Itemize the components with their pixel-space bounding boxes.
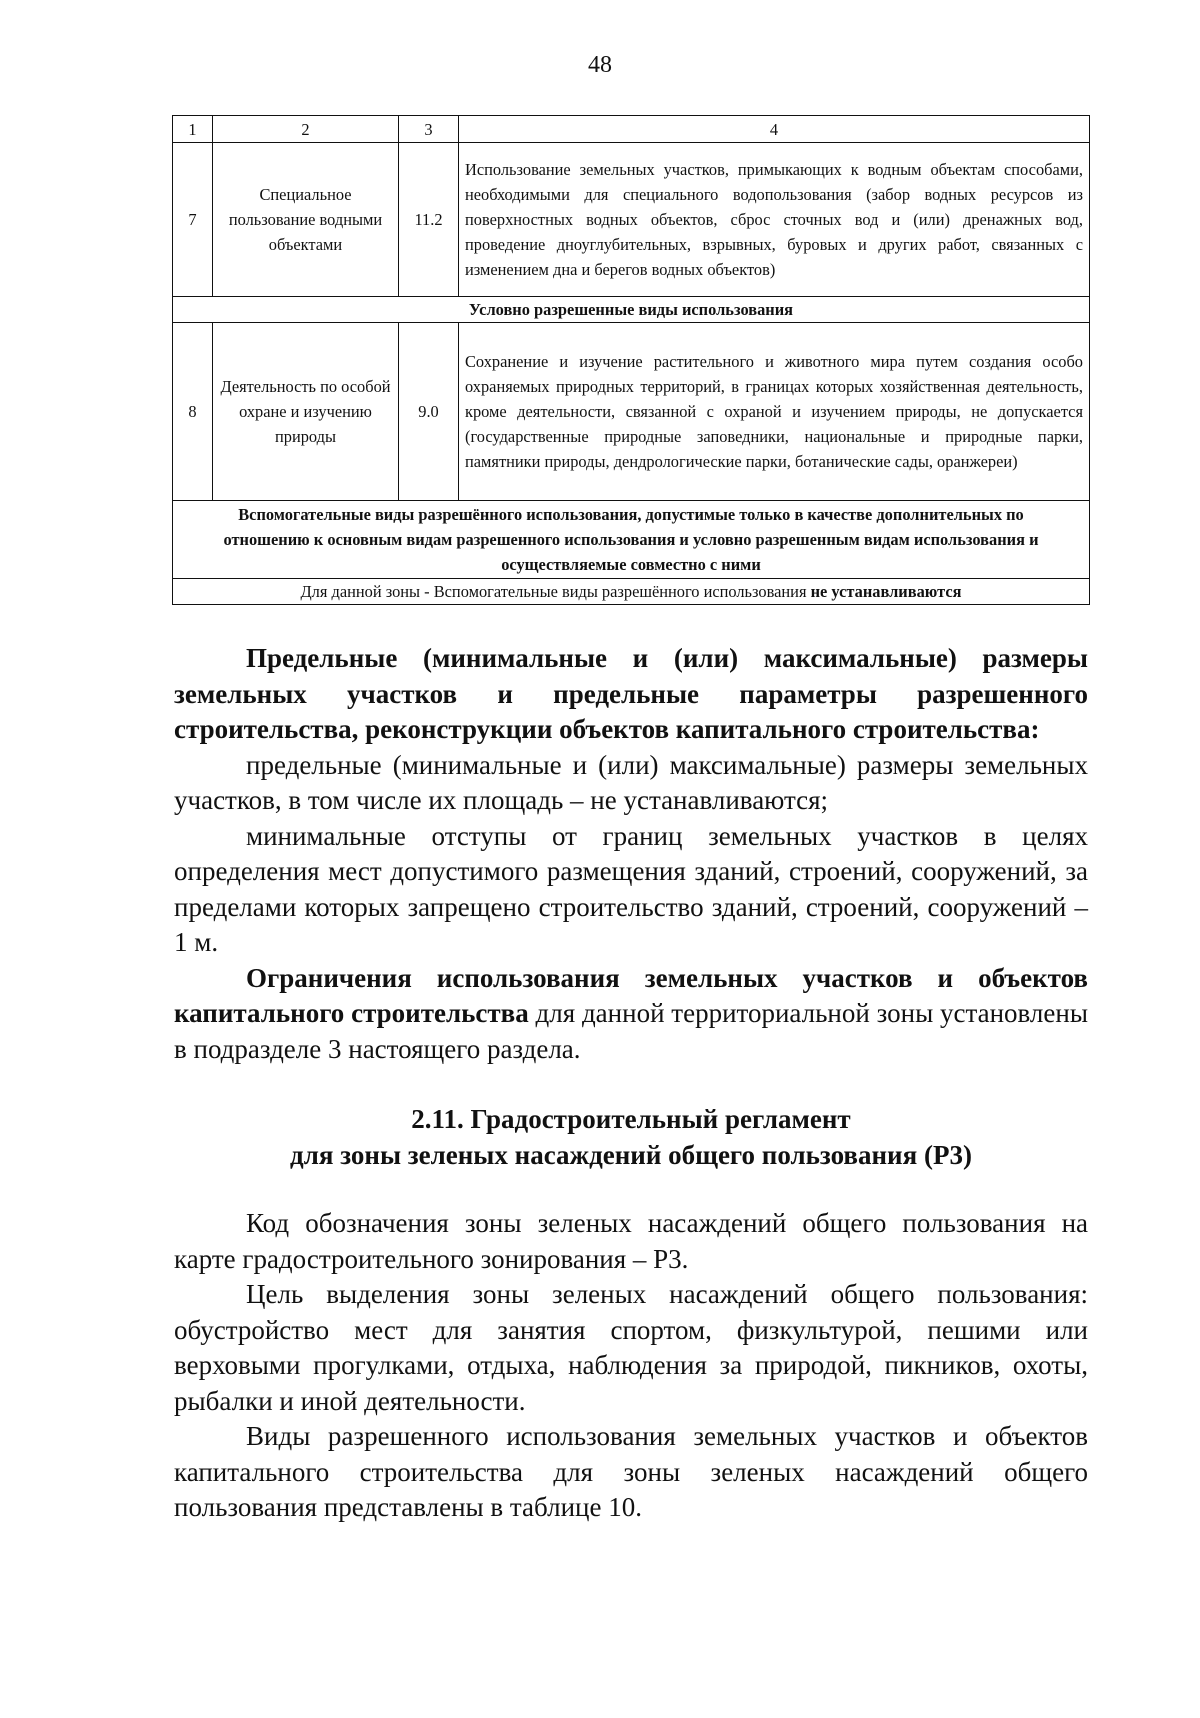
restrictions-bold: Ограничения использования земельных участков и объектов капитального строительства <box>174 962 1088 1028</box>
header-cell-2: 2 <box>213 116 399 143</box>
auxiliary-note-bold: не устанавливаются <box>810 582 962 601</box>
zone-types-paragraph: Виды разрешенного использования земельных участков и объектов капитального строительства для зоны зеленых насаждений общего пользования представлены в таблице 10. <box>174 1421 1088 1522</box>
section-title-line-2: для зоны зеленых насаждений общего пользования (Р3) <box>290 1140 972 1170</box>
limits-heading: Предельные (минимальные и (или) максимальные) размеры земельных участков и предельные параметры разрешенного строительства, реконструкции объектов капитального строительства: <box>174 643 1088 744</box>
auxiliary-uses-header: Вспомогательные виды разрешённого использования, допустимые только в качестве дополнительных по отношению к основным видам разрешенного использования и условно разрешенным видам использования и осуществляемые совместно с ними <box>173 501 1090 579</box>
conditional-uses-header-row <box>173 297 1090 323</box>
page-number: 48 <box>588 52 612 78</box>
row-number: 7 <box>173 143 213 297</box>
zone-code-paragraph: Код обозначения зоны зеленых насаждений общего пользования на карте градостроительного зонирования – Р3. <box>174 1208 1088 1274</box>
zone-description <box>174 1206 1088 1526</box>
header-cell-3: 3 <box>399 116 459 143</box>
use-type-code: 9.0 <box>399 323 459 501</box>
table-header-row <box>173 116 1090 143</box>
use-type-description: Сохранение и изучение растительного и животного мира путем создания особо охраняемых природных территорий, в границах которых хозяйственная деятельность, кроме деятельности, связанной с охраной и изучением природы, не допускается (государственные природные заповедники, национальные и природные парки, памятники природы, дендрологические парки, ботанические сады, оранжереи) <box>459 323 1090 501</box>
use-type-name: Деятельность по особой охране и изучению природы <box>213 323 399 501</box>
restrictions-rest: для данной территориальной зоны установлены в подразделе 3 настоящего раздела. <box>174 998 1088 1064</box>
limits-section <box>174 641 1088 1067</box>
row-number: 8 <box>173 323 213 501</box>
limits-paragraph-1: предельные (минимальные и (или) максимальные) размеры земельных участков, в том числе их площадь – не устанавливаются; <box>174 749 1088 815</box>
zone-goal-paragraph: Цель выделения зоны зеленых насаждений общего пользования: обустройство мест для занятия спортом, физкультурой, пешими или верховыми прогулками, отдыха, наблюдения за природой, пикников, охоты, рыбалки и иной деятельности. <box>174 1279 1088 1416</box>
auxiliary-uses-header-row <box>173 501 1090 579</box>
auxiliary-uses-note <box>173 579 1090 605</box>
use-type-name: Специальное пользование водными объектами <box>213 143 399 297</box>
table-row-7 <box>173 143 1090 297</box>
auxiliary-uses-note-row <box>173 579 1090 605</box>
conditional-uses-header: Условно разрешенные виды использования <box>173 297 1090 323</box>
restrictions-paragraph <box>174 961 1088 1068</box>
table-row-8 <box>173 323 1090 501</box>
auxiliary-note-text: Для данной зоны - Вспомогательные виды разрешённого использования <box>300 582 811 601</box>
section-title <box>174 1101 1088 1173</box>
header-cell-4: 4 <box>459 116 1090 143</box>
use-type-code: 11.2 <box>399 143 459 297</box>
section-title-line-1: 2.11. Градостроительный регламент <box>411 1104 851 1134</box>
use-type-description: Использование земельных участков, примыкающих к водным объектам способами, необходимыми для специального водопользования (забор водных ресурсов из поверхностных водных объектов, сброс сточных вод и (или) дренажных вод, проведение дноуглубительных, взрывных, буровых и других работ, связанных с изменением дна и берегов водных объектов) <box>459 143 1090 297</box>
header-cell-1: 1 <box>173 116 213 143</box>
land-use-table <box>172 115 1090 605</box>
limits-paragraph-2: минимальные отступы от границ земельных участков в целях определения мест допустимого размещения зданий, строений, сооружений, за пределами которых запрещено строительство зданий, строений, сооружений – 1 м. <box>174 820 1088 957</box>
